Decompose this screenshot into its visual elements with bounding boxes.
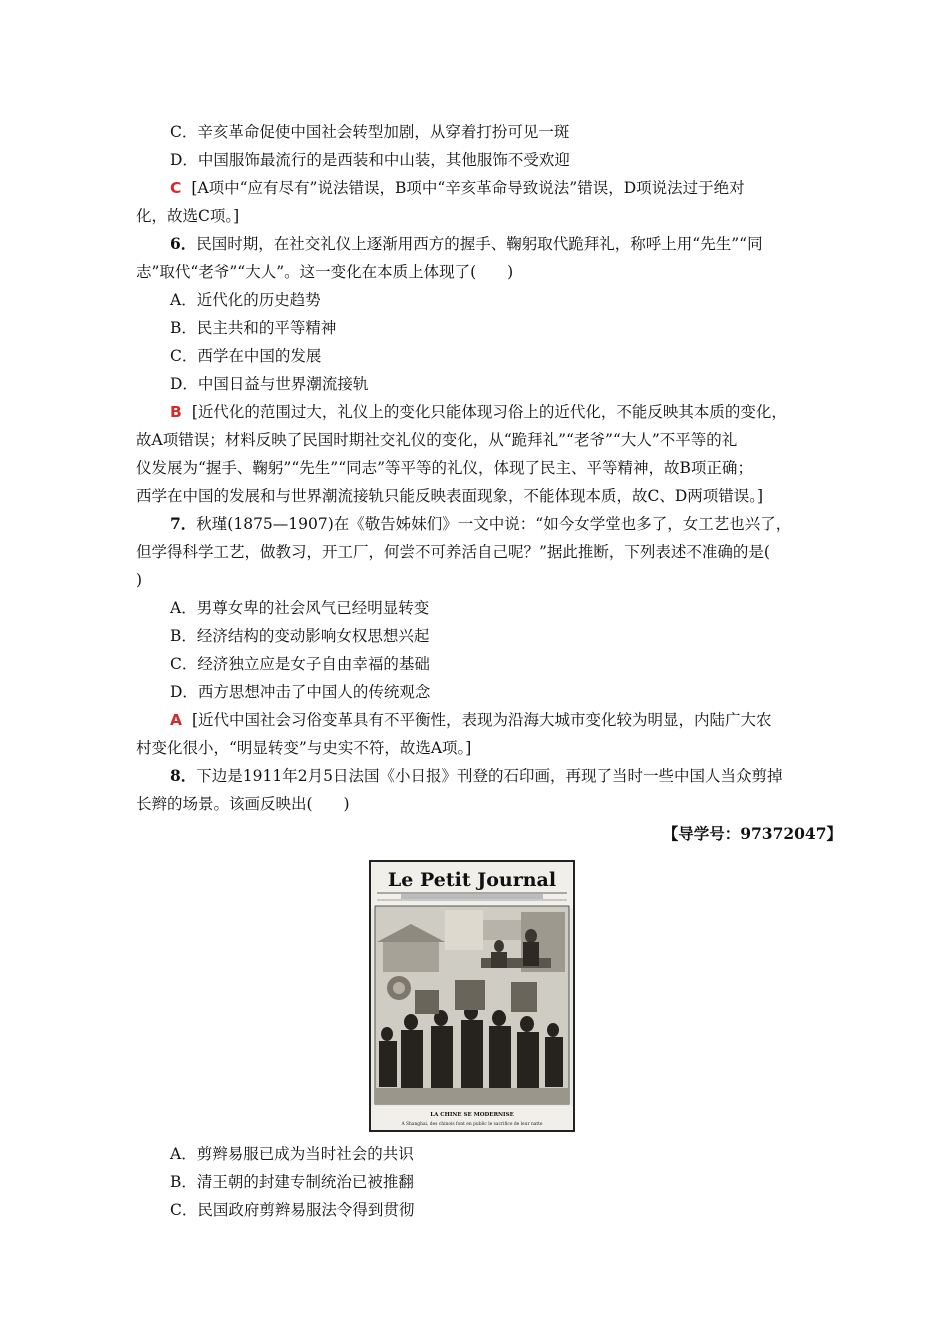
q5-option-d[interactable]: D．中国服饰最流行的是西装和中山装，其他服饰不受欢迎 (170, 151, 570, 169)
q7-answer-line-1 (136, 706, 844, 734)
newspaper-lithograph (369, 860, 575, 1132)
q6-stem-text-1: 民国时期，在社交礼仪上逐渐用西方的握手、鞠躬取代跪拜礼，称呼上用“先生”“同 (196, 235, 763, 253)
caption-subtitle: A Shanghai, des chinois font en public le sacrifice de leur natte (401, 1122, 543, 1127)
q8-option-c[interactable]: C．民国政府剪辫易服法令得到贯彻 (170, 1201, 415, 1219)
q8-number: 8． (170, 766, 197, 785)
q6-option-b[interactable]: B．民主共和的平等精神 (170, 319, 337, 337)
q7-option-d[interactable]: D．西方思想冲击了中国人的传统观念 (170, 683, 431, 701)
q5-answer-line-1 (136, 174, 844, 202)
guide-reference: 【导学号：97372047】 (662, 824, 842, 843)
q6-explanation-1: [近代化的范围过大，礼仪上的变化只能体现习俗上的近代化，不能反映其本质的变化， (191, 403, 787, 421)
q6-explanation-3: 仪发展为“握手、鞠躬”“先生”“同志”等平等的礼仪，体现了民主、平等精神，故B项正确； (136, 459, 753, 477)
q7-answer-letter: A (170, 711, 182, 729)
q6-answer-letter: B (170, 403, 182, 421)
q7-stem-text-1: 秋瑾(1875—1907)在《敬告姊妹们》一文中说：“如今女学堂也多了，女工艺也兴了， (196, 515, 792, 533)
q6-stem-1 (136, 230, 844, 258)
q6-explanation-4: 西学在中国的发展和与世界潮流接轨只能反映表面现象，不能体现本质，故C、D两项错误。] (136, 487, 764, 505)
q7-stem-2: 但学得科学工艺，做教习，开工厂，何尝不可养活自己呢？”据此推断，下列表述不准确的是( (136, 543, 770, 561)
q5-option-c[interactable]: C．辛亥革命促使中国社会转型加剧，从穿着打扮可见一斑 (170, 123, 570, 141)
q8-stem-1 (136, 762, 844, 790)
q6-explanation-2: 故A项错误；材料反映了民国时期社交礼仪的变化，从“跪拜礼”“老爷”“大人”不平等的礼 (136, 431, 738, 449)
q5-answer-letter: C (170, 179, 182, 197)
q5-explanation-2: 化，故选C项。] (136, 207, 240, 225)
lithograph-illustration (371, 862, 573, 1130)
q8-option-b[interactable]: B．清王朝的封建专制统治已被推翻 (170, 1173, 414, 1191)
q6-answer-line-1 (136, 398, 844, 426)
q7-explanation-1: [近代中国社会习俗变革具有不平衡性，表现为沿海大城市变化较为明显，内陆广大农 (192, 711, 772, 729)
q6-stem-2: 志”取代“老爷”“大人”。这一变化在本质上体现了( ) (136, 263, 514, 281)
q5-explanation-1: [A项中“应有尽有”说法错误，B项中“辛亥革命导致说法”错误，D项说法过于绝对 (191, 179, 745, 197)
q7-explanation-2: 村变化很小，“明显转变”与史实不符，故选A项。] (136, 739, 472, 757)
q6-option-c[interactable]: C．西学在中国的发展 (170, 347, 322, 365)
q7-number: 7． (170, 514, 197, 533)
q8-stem-text-1: 下边是1911年2月5日法国《小日报》刊登的石印画，再现了当时一些中国人当众剪掉 (196, 767, 783, 785)
q6-number: 6． (170, 234, 197, 253)
q7-stem-1 (136, 510, 844, 538)
masthead-text: Le Petit Journal (387, 869, 557, 891)
q8-option-a[interactable]: A．剪辫易服已成为当时社会的共识 (170, 1145, 414, 1163)
q7-option-c[interactable]: C．经济独立应是女子自由幸福的基础 (170, 655, 430, 673)
q7-option-a[interactable]: A．男尊女卑的社会风气已经明显转变 (170, 599, 430, 617)
q8-stem-2: 长辫的场景。该画反映出( ) (136, 795, 350, 813)
q7-option-b[interactable]: B．经济结构的变动影响女权思想兴起 (170, 627, 430, 645)
caption-title: LA CHINE SE MODERNISE (430, 1112, 514, 1118)
q7-stem-3: ) (136, 571, 143, 589)
q6-option-d[interactable]: D．中国日益与世界潮流接轨 (170, 375, 369, 393)
document-page (136, 118, 844, 1224)
q6-option-a[interactable]: A．近代化的历史趋势 (170, 291, 321, 309)
